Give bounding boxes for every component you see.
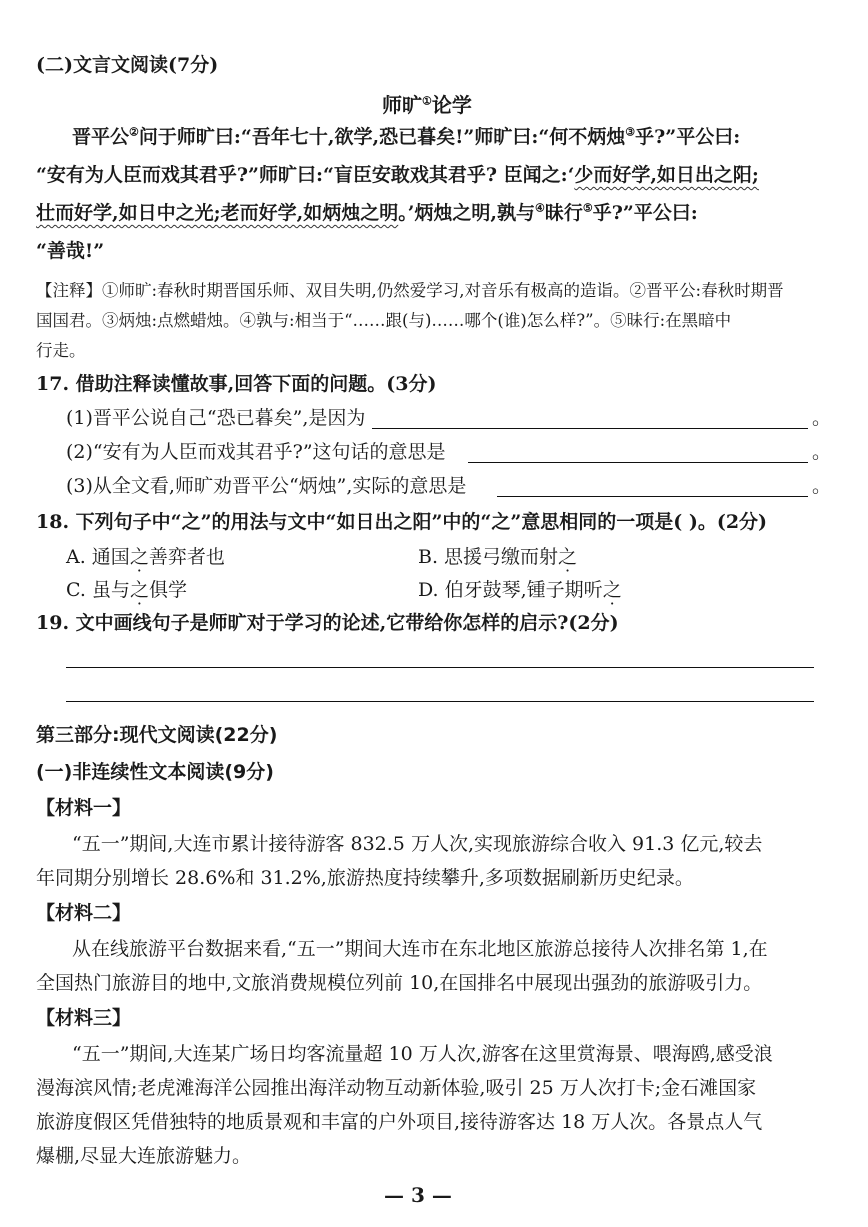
material-1-label: 【材料一】 [36,797,132,819]
question-17-sub2: (2)“安有为人臣而戏其君乎?”这句话的意思是 [66,441,446,463]
underlined-sentence: 壮而好学,如日中之光;老而好学,如炳烛之明 [36,202,399,224]
question-18-stem: 18. 下列句子中“之”的用法与文中“如日出之阳”中的“之”意思相同的一项是( )。(2分) [36,511,768,533]
subsection-heading: (一)非连续性文本阅读(9分) [36,761,274,783]
material-2-label: 【材料二】 [36,902,132,924]
notes-line-3: 行走。 [36,341,86,360]
answer-blank-17-1[interactable] [372,428,808,429]
page-number: — 3 — [384,1183,452,1207]
note-mark: ⑤ [582,201,593,215]
option-text: 俱学 [148,579,187,601]
note-mark: ③ [625,125,636,139]
answer-blank-17-3[interactable] [497,496,808,497]
passage-line-1 [72,125,740,149]
option-text: D. 伯牙鼓琴,锺子期听 [418,579,603,601]
passage-text: 昧行 [544,202,583,224]
option-d[interactable] [418,578,622,602]
title-note-mark: ① [422,94,432,108]
underlined-sentence: 少而好学,如日出之阳; [574,164,759,186]
title-text: 师旷 [382,93,422,117]
material-3-line-4: 爆棚,尽显大连旅游魅力。 [36,1145,252,1167]
passage-line-3 [36,201,698,225]
answer-blank-17-2[interactable] [468,462,808,463]
note-mark: ④ [534,201,545,215]
question-17-sub3: (3)从全文看,师旷劝晋平公“炳烛”,实际的意思是 [66,475,467,497]
material-3-line-3: 旅游度假区凭借独特的地质景观和丰富的户外项目,接待游客达 18 万人次。各景点人气 [36,1111,763,1133]
note-mark: ② [129,125,139,139]
answer-line-19-1[interactable] [66,667,814,668]
dotted-char: 之 [602,579,622,601]
material-3-line-2: 漫海滨风情;老虎滩海洋公园推出海洋动物互动新体验,吸引 25 万人次打卡;金石滩国家 [36,1077,757,1099]
material-3-label: 【材料三】 [36,1007,132,1029]
passage-line-4: “善哉!” [36,240,105,262]
passage-text: 乎?”平公曰: [592,202,698,224]
section-heading-classical: (二)文言文阅读(7分) [36,54,219,76]
material-2-line-1: 从在线旅游平台数据来看,“五一”期间大连市在东北地区旅游总接待人次排名第 1,在 [72,938,768,960]
question-17-sub1: (1)晋平公说自己“恐已暮矣”,是因为 [66,407,366,429]
passage-text: “安有为人臣而戏其君乎?”师旷曰:“盲臣安敢戏其君乎? 臣闻之:‘ [36,164,575,186]
material-2-line-2: 全国热门旅游目的地中,文旅消费规模位列前 10,在国排名中展现出强劲的旅游吸引力。 [36,972,763,994]
question-19-stem: 19. 文中画线句子是师旷对于学习的论述,它带给你怎样的启示?(2分) [36,612,619,634]
end-mark: 。 [812,475,832,497]
answer-line-19-2[interactable] [66,701,814,702]
question-17-stem: 17. 借助注释读懂故事,回答下面的问题。(3分) [36,373,437,395]
option-text: C. 虽与 [66,579,130,601]
dotted-char: 之 [558,546,578,568]
material-1-line-1: “五一”期间,大连市累计接待游客 832.5 万人次,实现旅游综合收入 91.3 亿元,较去 [72,833,763,855]
dotted-char: 之 [129,579,149,601]
end-mark: 。 [812,441,832,463]
notes-line-2: 国国君。③炳烛:点燃蜡烛。④孰与:相当于“……跟(与)……哪个(谁)怎么样?”。⑤昧行:在黑暗中 [36,311,732,330]
passage-text: 晋平公 [72,126,130,148]
notes-line-1: 【注释】①师旷:春秋时期晋国乐师、双目失明,仍然爱学习,对音乐有极高的造诣。②晋平公:春秋时期晋 [36,281,784,300]
passage-text: 问于师旷曰:“吾年七十,欲学,恐已暮矣!”师旷曰:“何不炳烛 [138,126,626,148]
material-1-line-2: 年同期分别增长 28.6%和 31.2%,旅游热度持续攀升,多项数据刷新历史纪录。 [36,867,694,889]
end-mark: 。 [812,407,832,429]
option-c[interactable] [66,578,187,602]
part-3-heading: 第三部分:现代文阅读(22分) [36,724,278,746]
passage-text: 。’炳烛之明,孰与 [398,202,535,224]
option-text: A. 通国 [66,546,130,568]
option-a[interactable] [66,545,225,569]
dotted-char: 之 [129,546,149,568]
option-text: B. 思援弓缴而射 [418,546,559,568]
material-3-line-1: “五一”期间,大连某广场日均客流量超 10 万人次,游客在这里赏海景、喂海鸥,感受浪 [72,1043,773,1065]
option-b[interactable] [418,545,577,569]
passage-text: 乎?”平公曰: [635,126,741,148]
title-tail: 论学 [431,93,472,117]
option-text: 善弈者也 [148,546,225,568]
passage-line-2 [36,163,759,187]
passage-title [382,93,472,117]
